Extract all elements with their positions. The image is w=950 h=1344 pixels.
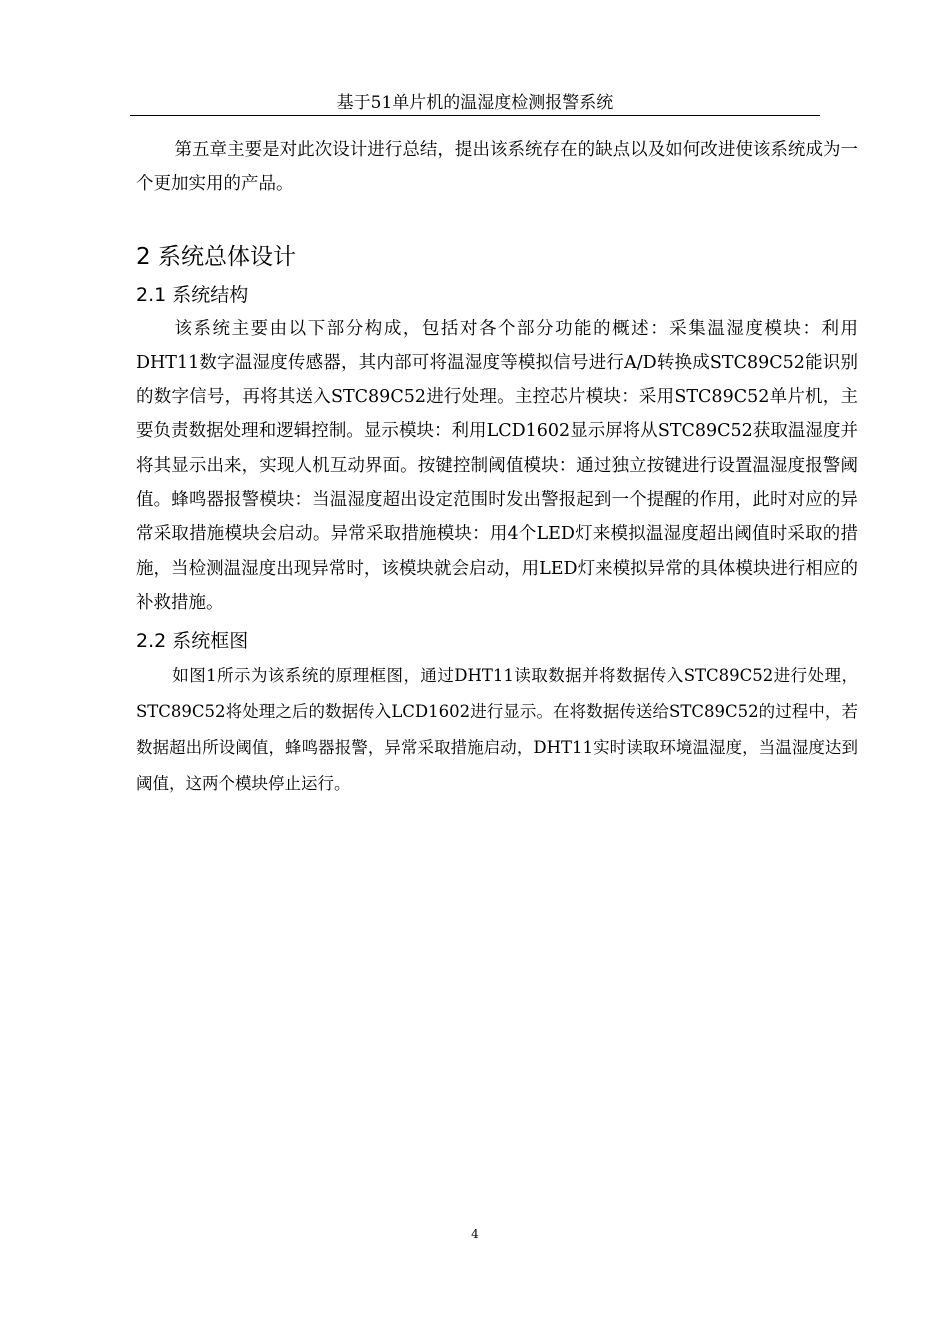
section-2-2-heading: 2.2 系统框图 bbox=[136, 630, 249, 653]
chapter-heading: 2 系统总体设计 bbox=[136, 243, 296, 270]
running-header: 基于51单片机的温湿度检测报警系统 bbox=[336, 93, 614, 113]
section-2-1-paragraph: 该系统主要由以下部分构成，包括对各个部分功能的概述：采集温湿度模块：利用DHT11数字温湿度传感器，其内部可将温湿度等模拟信号进行A/D转换成STC89C52能识别的数字信号，再将其送入STC89C52进行处理。主控芯片模块：采用STC89C52单片机，主要负责数据处理和逻辑控制。显示模块：利用LCD1602显示屏将从STC89C52获取温湿度并将其显示出来，实现人机互动界面。按键控制阈值模块：通过独立按键进行设置温湿度报警阈值。蜂鸣器报警模块：当温湿度超出设定范围时发出警报起到一个提醒的作用，此时对应的异常采取措施模块会启动。异常采取措施模块：用4个LED灯来模拟温湿度超出阈值时采取的措施，当检测温湿度出现异常时，该模块就会启动，用LED灯来模拟异常的具体模块进行相应的补救措施。 bbox=[136, 318, 858, 613]
page-body bbox=[136, 133, 858, 802]
section-2-2-paragraph: 如图1所示为该系统的原理框图，通过DHT11读取数据并将数据传入STC89C52进行处理，STC89C52将处理之后的数据传入LCD1602进行显示。在将数据传送给STC89C52的过程中，若数据超出所设阈值，蜂鸣器报警，异常采取措施启动，DHT11实时读取环境温湿度，当温湿度达到阈值，这两个模块停止运行。 bbox=[136, 666, 858, 794]
header-rule bbox=[130, 115, 820, 116]
intro-paragraph: 第五章主要是对此次设计进行总结，提出该系统存在的缺点以及如何改进使该系统成为一个更加实用的产品。 bbox=[136, 140, 858, 195]
section-2-1-heading: 2.1 系统结构 bbox=[136, 283, 249, 306]
page-number: 4 bbox=[471, 1227, 479, 1241]
